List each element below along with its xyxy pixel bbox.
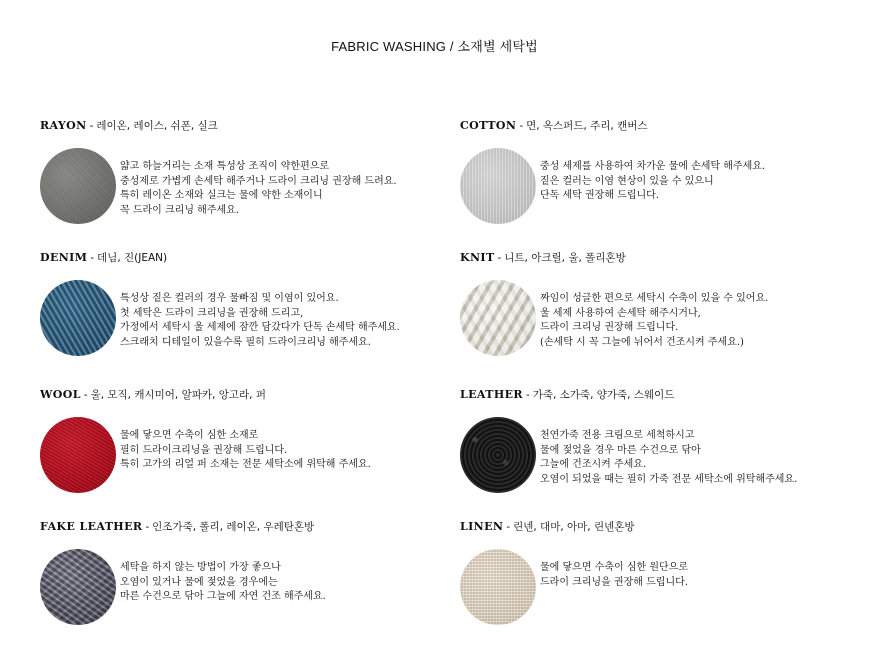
care-line: 울 세제 사용하여 손세탁 해주시거나,	[540, 307, 701, 319]
heading-separator: -	[506, 520, 511, 533]
heading-separator: -	[519, 119, 524, 132]
fabric-subtitle: 가죽, 소가죽, 양가죽, 스웨이드	[532, 389, 675, 401]
heading-separator: -	[145, 520, 150, 533]
care-line: 스크래치 디테일이 있을수록 필히 드라이크리닝 해주세요.	[120, 336, 371, 348]
fabric-section-denim	[40, 250, 450, 380]
section-heading	[460, 118, 648, 133]
care-line: 물에 닿으면 수축이 심한 소재로	[120, 430, 259, 441]
section-heading	[40, 519, 314, 534]
fabric-section-fake-leather	[40, 519, 450, 649]
care-line: 짙은 컬러는 이염 현상이 있을 수 있으니	[540, 175, 714, 187]
care-line: (손세탁 시 꼭 그늘에 뉘어서 건조시켜 주세요.)	[540, 336, 744, 348]
linen-fabric-swatch	[460, 549, 536, 625]
care-description	[540, 429, 869, 487]
care-line: 드라이 크리닝 권장해 드립니다.	[540, 322, 679, 333]
rayon-fabric-swatch	[40, 148, 116, 224]
heading-separator: -	[525, 388, 530, 401]
fabric-section-linen	[460, 519, 869, 649]
care-line: 세탁을 하지 않는 방법이 가장 좋으나	[120, 562, 281, 573]
fabric-section-leather	[460, 387, 869, 517]
wool-fabric-swatch	[40, 417, 116, 493]
fabric-subtitle: 니트, 아크릴, 울, 폴리혼방	[504, 252, 626, 264]
section-heading	[40, 118, 218, 133]
heading-separator: -	[89, 119, 94, 132]
fabric-name: RAYON	[40, 119, 87, 132]
care-line: 단독 세탁 권장해 드립니다.	[540, 190, 659, 201]
care-line: 중성제로 가볍게 손세탁 해주거나 드라이 크리닝 권장해 드려요.	[120, 175, 397, 187]
care-line: 물에 닿으면 수축이 심한 원단으로	[540, 562, 688, 573]
fabric-name: LEATHER	[460, 388, 523, 401]
care-description	[120, 429, 450, 473]
denim-fabric-swatch	[40, 280, 116, 356]
page-title: FABRIC WASHING / 소재별 세탁법	[331, 39, 538, 54]
care-description	[120, 561, 450, 605]
fabric-name: COTTON	[460, 119, 517, 132]
fake-leather-fabric-swatch	[40, 549, 116, 625]
care-description	[120, 292, 450, 350]
fabric-name: FAKE LEATHER	[40, 520, 143, 533]
care-line: 드라이 크리닝을 권장해 드립니다.	[540, 576, 688, 588]
care-line: 그늘에 건조시켜 주세요.	[540, 459, 647, 470]
care-line: 중성 세제를 사용하여 차가운 물에 손세탁 해주세요.	[540, 161, 766, 172]
fabric-subtitle: 면, 옥스퍼드, 주리, 캔버스	[526, 120, 648, 132]
fabric-subtitle: 데님, 진(JEAN)	[97, 252, 168, 264]
fabric-subtitle: 인조가죽, 폴리, 레이온, 우레탄혼방	[152, 521, 315, 533]
care-line: 필히 드라이크리닝을 권장해 드립니다.	[120, 444, 288, 456]
care-line: 특히 레이온 소재와 실크는 물에 약한 소재이니	[120, 190, 323, 201]
cotton-fabric-swatch	[460, 148, 536, 224]
care-description	[540, 292, 869, 350]
care-line: 천연가죽 전용 크림으로 세척하시고	[540, 430, 695, 441]
fabric-section-cotton	[460, 118, 869, 248]
section-heading	[460, 250, 626, 265]
fabric-name: LINEN	[460, 520, 504, 533]
care-line: 짜임이 성글한 편으로 세탁시 수축이 있을 수 있어요.	[540, 293, 769, 304]
care-line: 얇고 하늘거리는 소재 특성상 조직이 약한편으로	[120, 161, 330, 172]
leather-fabric-swatch	[460, 417, 536, 493]
care-line: 꼭 드라이 크리닝 해주세요.	[120, 204, 239, 216]
section-heading	[460, 519, 635, 534]
fabric-section-rayon	[40, 118, 450, 248]
care-line: 첫 세탁은 드라이 크리닝을 권장해 드리고,	[120, 307, 304, 319]
fabric-name: KNIT	[460, 251, 495, 264]
fabric-subtitle: 린넨, 대마, 아마, 린넨혼방	[513, 521, 635, 533]
care-line: 오염이 되었을 때는 필히 가죽 전문 세탁소에 위탁해주세요.	[540, 473, 798, 485]
care-description	[120, 160, 450, 218]
fabric-name: WOOL	[40, 388, 81, 401]
care-description	[540, 160, 869, 204]
section-heading	[40, 387, 266, 402]
heading-separator: -	[83, 388, 88, 401]
care-line: 특성상 짙은 컬러의 경우 물빠짐 및 이염이 있어요.	[120, 293, 339, 304]
fabric-subtitle: 레이온, 레이스, 쉬폰, 실크	[96, 120, 218, 132]
care-line: 물에 젖었을 경우 마른 수건으로 닦아	[540, 444, 701, 456]
heading-separator: -	[497, 251, 502, 264]
section-heading	[460, 387, 674, 402]
fabric-subtitle: 울, 모직, 캐시미어, 알파카, 앙고라, 퍼	[90, 389, 266, 401]
care-line: 오염이 있거나 물에 젖었을 경우에는	[120, 576, 278, 588]
fabric-section-knit	[460, 250, 869, 380]
care-line: 마른 수건으로 닦아 그늘에 자연 건조 해주세요.	[120, 591, 326, 602]
section-heading	[40, 250, 167, 265]
knit-fabric-swatch	[460, 280, 536, 356]
fabric-name: DENIM	[40, 251, 88, 264]
fabric-section-wool	[40, 387, 450, 517]
care-line: 가정에서 세탁시 울 세제에 잠깐 담갔다가 단독 손세탁 해주세요.	[120, 322, 400, 333]
care-line: 특히 고가의 리얼 퍼 소재는 전문 세탁소에 위탁해 주세요.	[120, 459, 371, 470]
care-description	[540, 561, 869, 590]
heading-separator: -	[90, 251, 95, 264]
